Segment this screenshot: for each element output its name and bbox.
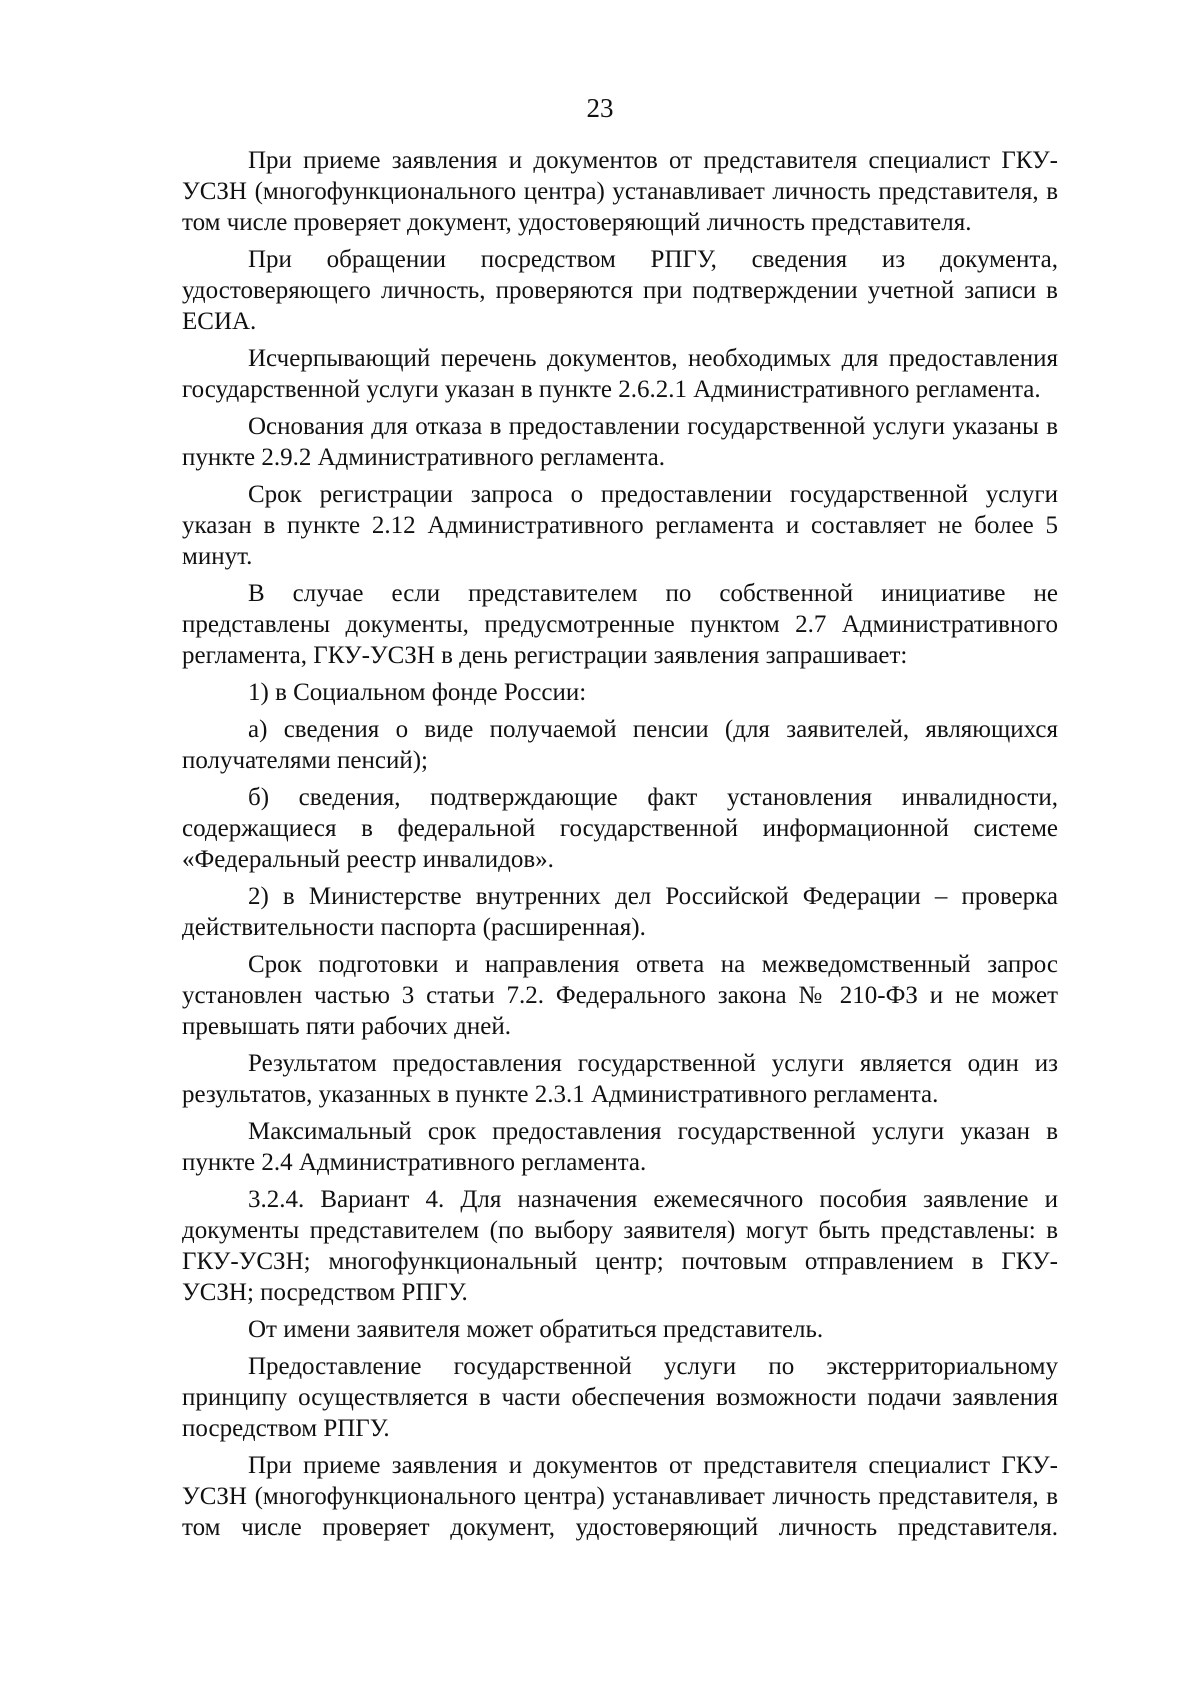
paragraph: Срок регистрации запроса о предоставлении государственной услуги указан в пункте 2.12 Административного регламента и составляет не более 5 минут. <box>182 481 1058 570</box>
page-number: 23 <box>586 93 614 123</box>
paragraph: От имени заявителя может обратиться представитель. <box>248 1316 824 1343</box>
list-item: 1) в Социальном фонде России: <box>248 679 587 706</box>
paragraph: Предоставление государственной услуги по экстерриториальному принципу осуществляется в части обеспечения возможности подачи заявления посредством РПГУ. <box>182 1353 1058 1442</box>
list-item: 2) в Министерстве внутренних дел Российской Федерации – проверка действительности паспорта (расширенная). <box>182 883 1058 941</box>
list-item: а) сведения о виде получаемой пенсии (для заявителей, являющихся получателями пенсий); <box>182 716 1058 774</box>
paragraph: 3.2.4. Вариант 4. Для назначения ежемесячного пособия заявление и документы представителем (по выбору заявителя) могут быть представлены: в ГКУ-УСЗН; многофункциональный центр; почтовым отправлением в ГКУ-УСЗН; посредством РПГУ. <box>182 1186 1058 1306</box>
paragraph: Результатом предоставления государственной услуги является один из результатов, указанных в пункте 2.3.1 Административного регламента. <box>182 1050 1058 1108</box>
paragraph: При приеме заявления и документов от представителя специалист ГКУ-УСЗН (многофункционального центра) устанавливает личность представителя, в том числе проверяет документ, удостоверяющий личность представителя. <box>182 1452 1058 1541</box>
paragraph: Максимальный срок предоставления государственной услуги указан в пункте 2.4 Административного регламента. <box>182 1118 1058 1176</box>
paragraph: Срок подготовки и направления ответа на межведомственный запрос установлен частью 3 статьи 7.2. Федерального закона № 210-ФЗ и не может превышать пяти рабочих дней. <box>182 951 1058 1040</box>
paragraph: При обращении посредством РПГУ, сведения из документа, удостоверяющего личность, проверяются при подтверждении учетной записи в ЕСИА. <box>182 246 1058 335</box>
document-body <box>182 145 1058 1549</box>
list-item: б) сведения, подтверждающие факт установления инвалидности, содержащиеся в федеральной государственной информационной системе «Федеральный реестр инвалидов». <box>182 784 1058 873</box>
paragraph: Исчерпывающий перечень документов, необходимых для предоставления государственной услуги указан в пункте 2.6.2.1 Административного регламента. <box>182 345 1058 403</box>
paragraph: Основания для отказа в предоставлении государственной услуги указаны в пункте 2.9.2 Административного регламента. <box>182 413 1058 471</box>
paragraph: В случае если представителем по собственной инициативе не представлены документы, предусмотренные пунктом 2.7 Административного регламента, ГКУ-УСЗН в день регистрации заявления запрашивает: <box>182 580 1058 669</box>
paragraph: При приеме заявления и документов от представителя специалист ГКУ-УСЗН (многофункционального центра) устанавливает личность представителя, в том числе проверяет документ, удостоверяющий личность представителя. <box>182 147 1058 236</box>
